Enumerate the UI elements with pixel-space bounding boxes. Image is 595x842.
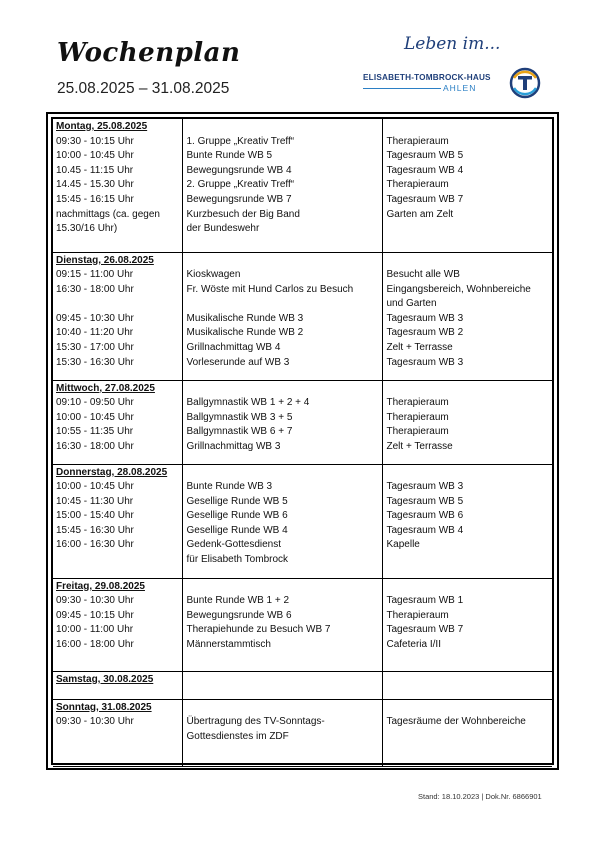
- location-cell: [382, 252, 552, 380]
- time-entry: 15:45 - 16:15 Uhr: [56, 193, 134, 205]
- activity-cell: [182, 252, 382, 380]
- time-entry: 09:30 - 10:30 Uhr: [56, 716, 134, 728]
- activity-entry: [187, 297, 379, 312]
- activity-entry: [187, 254, 379, 269]
- org-divider: [363, 88, 441, 89]
- location-cell: [382, 699, 552, 766]
- time-entry: 14.45 - 15.30 Uhr: [56, 179, 134, 191]
- activity-entry: Bunte Runde WB 5: [186, 150, 273, 162]
- day-heading: Freitag, 29.08.2025: [56, 580, 145, 592]
- time-entry: nachmittags (ca. gegen: [56, 208, 160, 220]
- time-entry: 09:45 - 10:15 Uhr: [56, 609, 134, 621]
- location-entry: Besucht alle WB: [386, 269, 460, 281]
- activity-entry: Therapiehunde zu Besuch WB 7: [186, 624, 331, 636]
- time-entry: 10:55 - 11:35 Uhr: [56, 426, 134, 438]
- time-entry: 15:45 - 16:30 Uhr: [56, 524, 134, 536]
- activity-entry: 1. Gruppe „Kreativ Treff“: [186, 135, 295, 147]
- day-row: [53, 464, 552, 578]
- time-cell: [53, 252, 182, 380]
- day-row: [53, 252, 552, 380]
- org-logo-icon: [508, 66, 542, 100]
- time-entry: 09:30 - 10:15 Uhr: [56, 135, 134, 147]
- activity-entry: Bewegungsrunde WB 4: [186, 164, 292, 176]
- footer-document-info: Stand: 18.10.2023 | Dok.Nr. 6866901: [418, 792, 542, 801]
- day-row: [53, 119, 552, 252]
- location-entry: Tagesraum WB 7: [386, 193, 464, 205]
- day-heading: Montag, 25.08.2025: [56, 121, 148, 132]
- location-cell: [382, 578, 552, 671]
- activity-entry: Fr. Wöste mit Hund Carlos zu Besuch: [186, 283, 354, 295]
- time-entry: 10:00 - 10:45 Uhr: [56, 150, 134, 162]
- activity-entry: [187, 120, 379, 135]
- location-entry: Tagesraum WB 3: [386, 481, 464, 493]
- day-row: [53, 380, 552, 464]
- activity-entry: [187, 382, 379, 397]
- location-entry: [387, 466, 550, 481]
- time-entry: 16:30 - 18:00 Uhr: [56, 283, 134, 295]
- location-entry: Tagesräume der Wohnbereiche: [386, 716, 526, 728]
- location-entry: Eingangsbereich, Wohnbereiche: [386, 283, 531, 295]
- location-entry: Tagesraum WB 6: [386, 510, 464, 522]
- location-entry: [387, 382, 550, 397]
- activity-entry: der Bundeswehr: [186, 223, 260, 235]
- activity-entry: Gottesdienstes im ZDF: [186, 730, 289, 742]
- activity-entry: Bewegungsrunde WB 6: [186, 609, 292, 621]
- day-row: [53, 699, 552, 766]
- location-entry: Tagesraum WB 5: [386, 495, 464, 507]
- location-entry: Therapieraum: [386, 135, 449, 147]
- location-entry: Tagesraum WB 3: [386, 312, 464, 324]
- location-entry: Tagesraum WB 3: [386, 356, 464, 368]
- activity-entry: Gesellige Runde WB 4: [186, 524, 288, 536]
- time-entry: 15.30/16 Uhr): [56, 223, 118, 235]
- document-title: Wochenplan: [57, 38, 241, 68]
- time-entry: 16:00 - 18:00 Uhr: [56, 638, 134, 650]
- activity-entry: Musikalische Runde WB 2: [186, 327, 304, 339]
- time-entry: 10.45 - 11:15 Uhr: [56, 164, 134, 176]
- activity-cell: [182, 119, 382, 252]
- schedule-table: [53, 119, 552, 767]
- activity-entry: Grillnachmittag WB 4: [186, 342, 281, 354]
- location-entry: [387, 580, 550, 595]
- activity-cell: [182, 578, 382, 671]
- location-entry: Therapieraum: [386, 179, 449, 191]
- location-entry: Tagesraum WB 4: [386, 164, 464, 176]
- time-entry: 09:30 - 10:30 Uhr: [56, 595, 134, 607]
- location-entry: [387, 120, 550, 135]
- activity-entry: Ballgymnastik WB 3 + 5: [186, 411, 293, 423]
- location-entry: Tagesraum WB 5: [386, 150, 464, 162]
- activity-entry: [187, 580, 379, 595]
- time-entry: 09:15 - 11:00 Uhr: [56, 269, 134, 281]
- activity-cell: [182, 699, 382, 766]
- activity-entry: Ballgymnastik WB 6 + 7: [186, 426, 293, 438]
- location-entry: Therapieraum: [386, 411, 449, 423]
- activity-entry: Kurzbesuch der Big Band: [186, 208, 300, 220]
- time-cell: [53, 578, 182, 671]
- time-entry: 10:40 - 11:20 Uhr: [56, 327, 134, 339]
- location-entry: Zelt + Terrasse: [386, 440, 453, 452]
- activity-entry: Bunte Runde WB 1 + 2: [186, 595, 290, 607]
- activity-entry: Gesellige Runde WB 5: [186, 495, 288, 507]
- time-cell: [53, 380, 182, 464]
- location-entry: [387, 701, 550, 716]
- location-cell: [382, 380, 552, 464]
- day-heading: Mittwoch, 27.08.2025: [56, 382, 155, 394]
- activity-entry: Vorleserunde auf WB 3: [186, 356, 290, 368]
- location-entry: Tagesraum WB 1: [386, 595, 464, 607]
- activity-entry: Übertragung des TV-Sonntags-: [186, 716, 325, 728]
- activity-entry: Männerstammtisch: [186, 638, 271, 650]
- time-entry: 10:45 - 11:30 Uhr: [56, 495, 134, 507]
- activity-cell: [182, 464, 382, 578]
- location-entry: Garten am Zelt: [386, 208, 454, 220]
- activity-entry: [187, 466, 379, 481]
- location-entry: und Garten: [386, 298, 437, 310]
- activity-cell: [182, 671, 382, 699]
- activity-entry: Gesellige Runde WB 6: [186, 510, 288, 522]
- location-entry: [387, 254, 550, 269]
- activity-entry: Bewegungsrunde WB 7: [186, 193, 292, 205]
- activity-entry: Grillnachmittag WB 3: [186, 440, 281, 452]
- time-entry: 09:45 - 10:30 Uhr: [56, 312, 134, 324]
- location-entry: Tagesraum WB 7: [386, 624, 464, 636]
- location-entry: Therapieraum: [386, 397, 449, 409]
- activity-entry: Bunte Runde WB 3: [186, 481, 273, 493]
- time-entry: 15:30 - 17:00 Uhr: [56, 342, 134, 354]
- time-entry: 09:10 - 09:50 Uhr: [56, 397, 134, 409]
- time-entry: 10:00 - 10:45 Uhr: [56, 411, 134, 423]
- location-cell: [382, 671, 552, 699]
- time-entry: [56, 297, 179, 312]
- time-entry: 10:00 - 10:45 Uhr: [56, 481, 134, 493]
- day-heading: Donnerstag, 28.08.2025: [56, 466, 168, 478]
- day-heading: Dienstag, 26.08.2025: [56, 254, 154, 266]
- activity-entry: [187, 701, 379, 716]
- activity-entry: für Elisabeth Tombrock: [186, 554, 289, 566]
- time-entry: 10:00 - 11:00 Uhr: [56, 624, 134, 636]
- activity-entry: Kioskwagen: [186, 269, 241, 281]
- tagline: Leben im...: [404, 34, 501, 54]
- day-row: [53, 671, 552, 699]
- time-entry: 16:00 - 16:30 Uhr: [56, 539, 134, 551]
- time-cell: [53, 699, 182, 766]
- location-entry: Tagesraum WB 2: [386, 327, 464, 339]
- activity-entry: Musikalische Runde WB 3: [186, 312, 304, 324]
- activity-entry: Ballgymnastik WB 1 + 2 + 4: [186, 397, 310, 409]
- activity-entry: 2. Gruppe „Kreativ Treff“: [186, 179, 295, 191]
- time-cell: [53, 464, 182, 578]
- location-entry: Therapieraum: [386, 609, 449, 621]
- location-cell: [382, 119, 552, 252]
- location-entry: Therapieraum: [386, 426, 449, 438]
- org-city: AHLEN: [443, 83, 477, 93]
- location-entry: Zelt + Terrasse: [386, 342, 453, 354]
- day-heading: Sonntag, 31.08.2025: [56, 701, 152, 713]
- time-entry: 15:30 - 16:30 Uhr: [56, 356, 134, 368]
- day-row: [53, 578, 552, 671]
- time-entry: 15:00 - 15:40 Uhr: [56, 510, 134, 522]
- location-entry: Cafeteria I/II: [386, 638, 441, 650]
- time-cell: [53, 671, 182, 699]
- location-cell: [382, 464, 552, 578]
- location-entry: Kapelle: [386, 539, 420, 551]
- date-range: 25.08.2025 – 31.08.2025: [57, 80, 230, 97]
- day-heading: Samstag, 30.08.2025: [56, 673, 154, 685]
- time-entry: 16:30 - 18:00 Uhr: [56, 440, 134, 452]
- activity-cell: [182, 380, 382, 464]
- org-name: ELISABETH-TOMBROCK-HAUS: [363, 73, 491, 82]
- location-entry: Tagesraum WB 4: [386, 524, 464, 536]
- time-cell: [53, 119, 182, 252]
- activity-entry: Gedenk-Gottesdienst: [186, 539, 281, 551]
